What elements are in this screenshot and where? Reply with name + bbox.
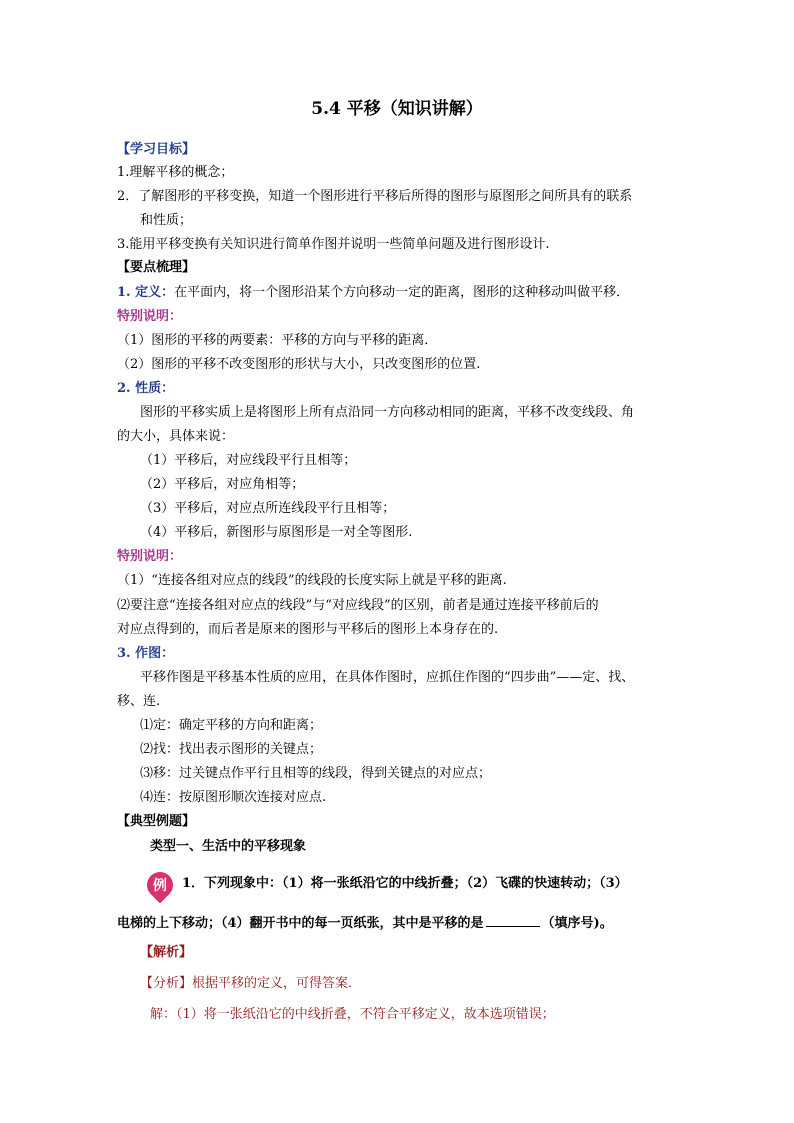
property-item-4: （4）平移后，新图形与原图形是一对全等图形.: [140, 525, 413, 540]
note2-item-2: ⑵要注意“连接各组对应点的线段”与“对应线段”的区别，前者是通过连接平移前后的: [117, 598, 599, 613]
drawing-step-4: ⑷连：按原图形顺次连接对应点.: [140, 790, 327, 805]
property-text-2: 的大小，具体来说：: [117, 429, 235, 444]
note2-item-2-cont: 对应点得到的，而后者是原来的图形与平移后的图形上本身存在的.: [117, 622, 499, 637]
definition-label: 1. 定义：: [117, 285, 175, 300]
answer-blank: [486, 912, 540, 927]
note1-item-2: （2）图形的平移不改变图形的形状与大小，只改变图形的位置.: [117, 357, 481, 372]
definition-line: [117, 284, 629, 302]
drawing-step-1: ⑴定：确定平移的方向和距离；: [140, 718, 323, 733]
goals-heading: 【学习目标】: [117, 142, 196, 157]
example-badge: [142, 867, 179, 904]
goal-item-3: 3.能用平移变换有关知识进行简单作图并说明一些简单问题及进行图形设计.: [117, 237, 550, 252]
points-heading: 【要点梳理】: [117, 260, 196, 275]
page-title: 5.4 平移（知识讲解）: [311, 99, 483, 119]
property-text-1: 图形的平移实质上是将图形上所有点沿同一方向移动相同的距离，平移不改变线段、角: [140, 405, 635, 420]
question-1-line-2-text: 电梯的上下移动；（4）翻开书中的每一页纸张，其中是平移的是: [117, 916, 484, 931]
question-1-line-2-end: （填序号)。: [541, 916, 613, 931]
goal-item-1: 1.理解平移的概念；: [117, 165, 234, 180]
note1-item-1: （1）图形的平移的两要素：平移的方向与平移的距离．: [117, 333, 438, 348]
note-label-1: 特别说明：: [117, 309, 183, 324]
drawing-label: 3. 作图：: [117, 646, 175, 661]
definition-text: 在平面内，将一个图形沿某个方向移动一定的距离，图形的这种移动叫做平移．: [174, 285, 630, 300]
examples-heading: 【典型例题】: [117, 814, 196, 829]
property-label: 2. 性质：: [117, 381, 175, 396]
type1-heading: 类型一、生活中的平移现象: [150, 839, 307, 854]
example-badge-label: 例: [153, 878, 167, 894]
note2-item-1: （1）“连接各组对应点的线段”的线段的长度实际上就是平移的距离.: [117, 573, 507, 588]
question-1-line-2: [117, 912, 613, 933]
note-label-2: 特别说明：: [117, 549, 183, 564]
drawing-text-2: 移、连.: [117, 694, 161, 709]
question-1-line-1: 1．下列现象中：（1）将一张纸沿它的中线折叠；（2）飞碟的快速转动；（3）: [182, 876, 628, 891]
goal-item-2: 2．了解图形的平移变换，知道一个图形进行平移后所得的图形与原图形之间所具有的联系: [117, 189, 633, 204]
drawing-step-2: ⑵找：找出表示图形的关键点；: [140, 742, 323, 757]
analysis-heading: 【解析】: [140, 945, 193, 960]
drawing-text-1: 平移作图是平移基本性质的应用，在具体作图时，应抓住作图的“四步曲”——定、找、: [140, 670, 635, 685]
solution-text: 解：（1）将一张纸沿它的中线折叠，不符合平移定义，故本选项错误；: [150, 1007, 555, 1022]
analysis-text: 【分析】根据平移的定义，可得答案．: [140, 976, 362, 991]
property-item-3: （3）平移后，对应点所连线段平行且相等；: [140, 501, 396, 516]
drawing-step-3: ⑶移：过关键点作平行且相等的线段，得到关键点的对应点；: [140, 766, 492, 781]
property-item-1: （1）平移后，对应线段平行且相等；: [140, 453, 357, 468]
goal-item-2-cont: 和性质；: [140, 213, 193, 228]
property-item-2: （2）平移后，对应角相等；: [140, 477, 305, 492]
